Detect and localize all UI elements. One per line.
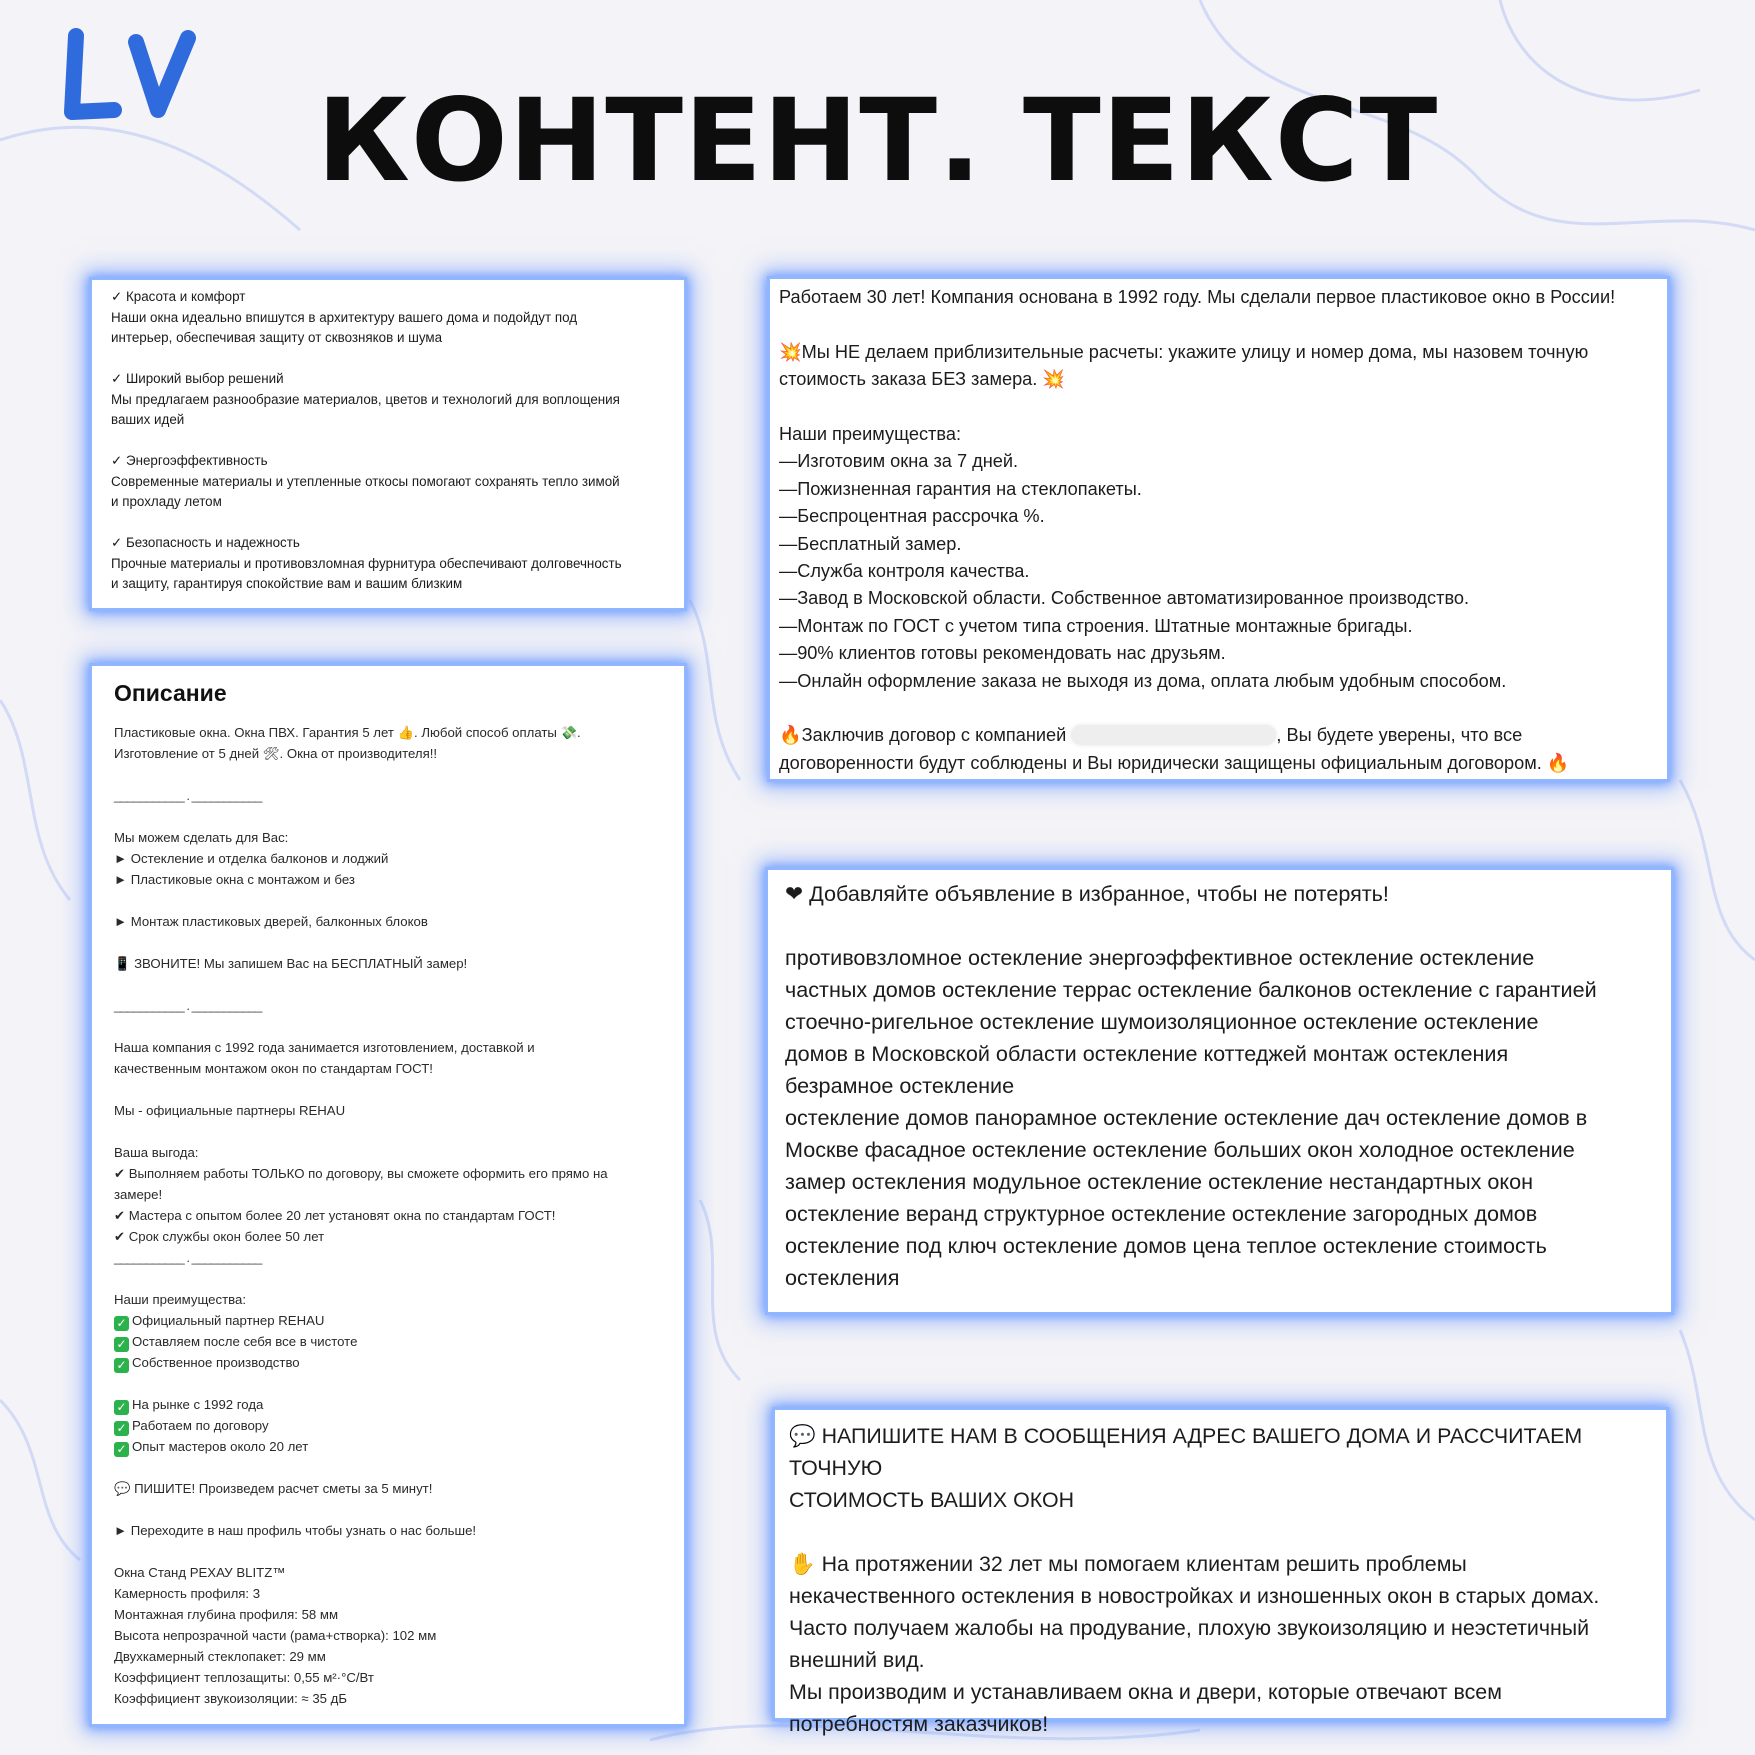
spec-line: Двухкамерный стеклопакет: 29 мм [114,1649,326,1664]
benefit-item [111,369,672,431]
call-text: 📱 ЗВОНИТЕ! Мы запишем Вас на БЕСПЛАТНЫЙ замер! [114,956,468,971]
benefit-heading: ✓ Широкий выбор решений [111,371,284,386]
benefit-text: Современные материалы и утепленные откосы помогают сохранять тепло зимой и прохладу летом [111,473,620,509]
contract-text-line2: договоренности будут соблюдены и Вы юридически защищены официальным договором. 🔥 [779,752,1570,773]
separator: ___________ . ___________ [114,1250,262,1265]
benefit-item: ✔ Срок службы окон более 50 лет [114,1229,325,1244]
page-title: КОНТЕНТ. ТЕКСТ [316,74,1439,207]
benefit-heading: ✓ Безопасность и надежность [111,535,300,550]
benefits-card [92,280,684,608]
offer-item: ► Пластиковые окна с монтажом и без [114,872,355,887]
keywords-card [768,870,1671,1312]
about-text: Наша компания с 1992 года занимается изготовлением, доставкой и качественным монтажом окон по стандартам ГОСТ! [114,1040,535,1076]
advantage-item: ✓ На рынке с 1992 года [114,1394,670,1415]
profile-text: ► Переходите в наш профиль чтобы узнать о нас больше! [114,1523,477,1538]
spec-line: Камерность профиля: 3 [114,1586,261,1601]
benefit-text: Мы предлагаем разнообразие материалов, цветов и технологий для воплощения ваших идей [111,391,620,427]
advantage-item: —Пожизненная гарантия на стеклопакеты. [779,478,1142,499]
advantages-title: Наши преимущества: [779,424,962,444]
cta-card [775,1410,1666,1736]
advantage-item: —Служба контроля качества. [779,561,1030,582]
company-card [770,279,1667,779]
benefit-heading: ✓ Красота и комфорт [111,289,246,304]
advantage-item: ✓ Официальный партнер REHAU [114,1310,670,1331]
spec-line: Высота непрозрачной части (рама+створка): 102 мм [114,1628,437,1643]
advantage-item: ✓ Оставляем после себя все в чистоте [114,1331,670,1352]
cta-body: ✋ На протяжении 32 лет мы помогаем клиентам решить проблемы некачественного остекления в новостройках и изношенных окон в старых домах. Часто получаем жалобы на продувание, плохую звукоизоляцию и неэстетичный внешний вид. Мы производим и устанавливаем окна и двери, которые отвечают всем потребностям заказчиков! [789,1552,1600,1736]
spec-line: Окна Станд РЕХАУ BLITZ™ [114,1565,286,1580]
advantage-item: —Изготовим окна за 7 дней. [779,451,1019,472]
spec-line: Коэффициент теплозащиты: 0,55 м²·°С/Вт [114,1670,374,1685]
check-icon: ✓ [114,1400,129,1415]
check-icon: ✓ [114,1421,129,1436]
description-intro: Пластиковые окна. Окна ПВХ. Гарантия 5 лет 👍. Любой способ оплаты 💸. Изготовление от 5 дней 🛠. Окна от производителя!! [114,725,581,761]
redacted-company-name [1071,725,1276,745]
check-icon: ✓ [114,1337,129,1352]
check-icon: ✓ [114,1442,129,1457]
advantage-item: ✓ Работаем по договору [114,1415,670,1436]
contract-text: 🔥Заключив договор с компанией , Вы будете уверены, что все [779,725,1523,746]
benefit-title: Ваша выгода: [114,1145,199,1160]
cta-text: 💬 НАПИШИТЕ НАМ В СООБЩЕНИЯ АДРЕС ВАШЕГО ДОМА И РАССЧИТАЕМ ТОЧНУЮ СТОИМОСТЬ ВАШИХ ОКОН [789,1424,1583,1512]
benefit-item [111,451,672,513]
benefit-item: ✔ Мастера с опытом более 20 лет установят окна по стандартам ГОСТ! [114,1208,556,1223]
promo-text: 💥Мы НЕ делаем приблизительные расчеты: укажите улицу и номер дома, мы назовем точную стоимость заказа БЕЗ замера. 💥 [779,341,1589,390]
check-icon: ✓ [114,1316,129,1331]
keywords-block: остекление домов панорамное остекление остекление дач остекление домов в Москве фасадное остекление остекление больших окон холодное остекление замер остекления модульное остекление остекление нестандартных окон остекление веранд структурное остекление остекление загородных домов остекление под ключ остекление домов цена теплое остекление стоимость остекления [785,1105,1588,1290]
favorite-hint: ❤ Добавляйте объявление в избранное, чтобы не потерять! [785,881,1389,906]
separator: ___________ . ___________ [114,788,262,803]
offer-item: ► Остекление и отделка балконов и лоджий [114,851,389,866]
offer-title: Мы можем сделать для Вас: [114,830,289,845]
spec-line: Монтажная глубина профиля: 58 мм [114,1607,339,1622]
advantage-item: —Бесплатный замер. [779,533,962,554]
check-icon: ✓ [114,1358,129,1373]
advantages-title: Наши преимущества: [114,1292,246,1307]
company-intro: Работаем 30 лет! Компания основана в 1992 году. Мы сделали первое пластиковое окно в России! [779,287,1616,307]
advantage-item: —Завод в Московской области. Собственное автоматизированное производство. [779,588,1470,609]
partners-text: Мы - официальные партнеры REHAU [114,1103,346,1118]
separator: ___________ . ___________ [114,998,262,1013]
advantage-item: —Монтаж по ГОСТ с учетом типа строения. Штатные монтажные бригады. [779,615,1413,636]
advantage-item: —Беспроцентная рассрочка %. [779,506,1045,527]
benefit-item [111,533,672,595]
keywords-block: противовзломное остекление энергоэффективное остекление остекление частных домов остекление террас остекление балконов остекление с гарантией стоечно-ригельное остекление шумоизоляционное остекление остекление домов в Московской области остекление коттеджей монтаж остекления безрамное остекление [785,945,1597,1098]
description-heading: Описание [114,680,227,706]
write-text: 💬 ПИШИТЕ! Произведем расчет сметы за 5 минут! [114,1481,433,1496]
advantage-item: ✓ Опыт мастеров около 20 лет [114,1436,670,1457]
benefit-item [111,287,672,349]
advantage-item: ✓ Собственное производство [114,1352,670,1373]
description-card [92,666,684,1724]
advantage-item: —Онлайн оформление заказа не выходя из дома, оплата любым удобным способом. [779,670,1507,691]
spec-line: Коэффициент звукоизоляции: ≈ 35 дБ [114,1691,348,1706]
offer-item: ► Монтаж пластиковых дверей, балконных блоков [114,914,428,929]
advantage-item: —90% клиентов готовы рекомендовать нас друзьям. [779,643,1226,664]
benefit-text: Наши окна идеально впишутся в архитектуру вашего дома и подойдут под интерьер, обеспечивая защиту от сквозняков и шума [111,309,578,345]
benefit-text: Прочные материалы и противовзломная фурнитура обеспечивают долговечность и защиту, гарантируя спокойствие вам и вашим близким [111,555,622,591]
benefit-item: ✔ Выполняем работы ТОЛЬКО по договору, вы сможете оформить его прямо на замере! [114,1166,608,1202]
benefit-heading: ✓ Энергоэффективность [111,453,268,468]
